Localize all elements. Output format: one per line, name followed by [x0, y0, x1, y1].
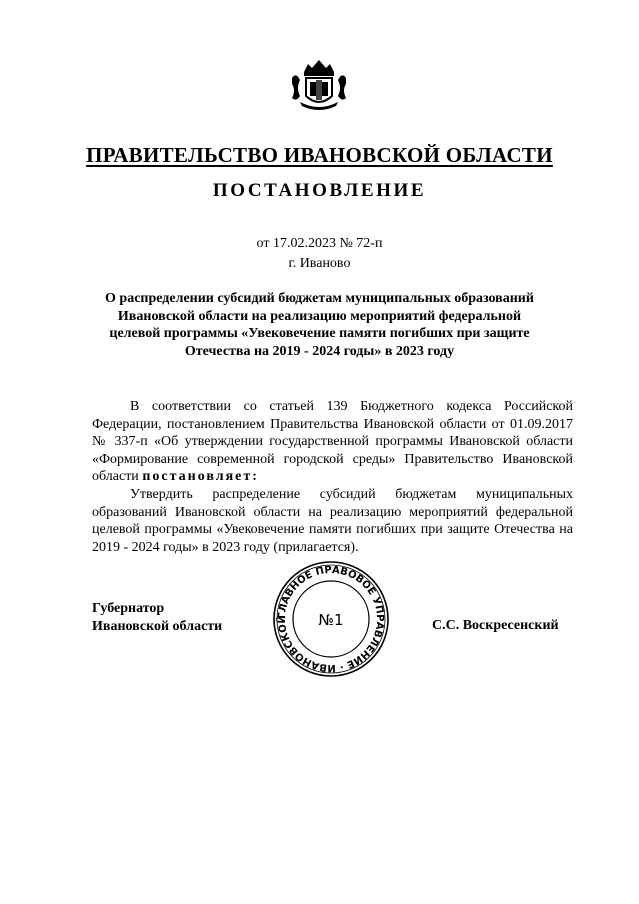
document-type-heading: ПОСТАНОВЛЕНИЕ [212, 180, 427, 201]
preamble-text: В соответствии со статьей 139 Бюджетного кодекса Российской Федерации, постановлением Правительства Ивановской области от 01.09.2017 № 337-п «Об утверждении государственной программы Ивановской области «Формирование современной городской среды» Правительство Ивановской области [92, 399, 573, 485]
stamp-number: №1 [318, 611, 344, 629]
document-subject: О распределении субсидий бюджетам муниципальных образований Ивановской области на реализацию мероприятий федеральной целевой программы «Увековечение памяти погибших при защите Отечества на 2019 - 2024 годы» в 2023 году [105, 291, 534, 359]
signatory-title [92, 600, 222, 636]
city-line: г. Иваново [288, 256, 351, 271]
organization-title: ПРАВИТЕЛЬСТВО ИВАНОВСКОЙ ОБЛАСТИ [86, 143, 553, 167]
official-stamp [272, 560, 390, 678]
signatory-title-line2: Ивановской области [92, 619, 223, 634]
date-number-line: от 17.02.2023 № 72-п [256, 236, 383, 251]
resolves-word: постановляет: [142, 469, 259, 485]
signatory-name: С.С. Воскресенский [432, 618, 559, 633]
document-body [92, 398, 573, 556]
signatory-title-line1: Губернатор [92, 601, 165, 616]
resolution-paragraph: Утвердить распределение субсидий бюджетам муниципальных образований Ивановской области на реализацию мероприятий федеральной целевой программы «Увековечение памяти погибших при защите Отечества на 2019 - 2024 годы» в 2023 году (прилагается). [92, 486, 573, 555]
preamble-paragraph [92, 398, 573, 486]
coat-of-arms-emblem [290, 58, 348, 112]
stamp-ring-text: ГЛАВНОЕ ПРАВОВОЕ УПРАВЛЕНИЕ · ИВАНОВСКОЙ [276, 564, 386, 674]
